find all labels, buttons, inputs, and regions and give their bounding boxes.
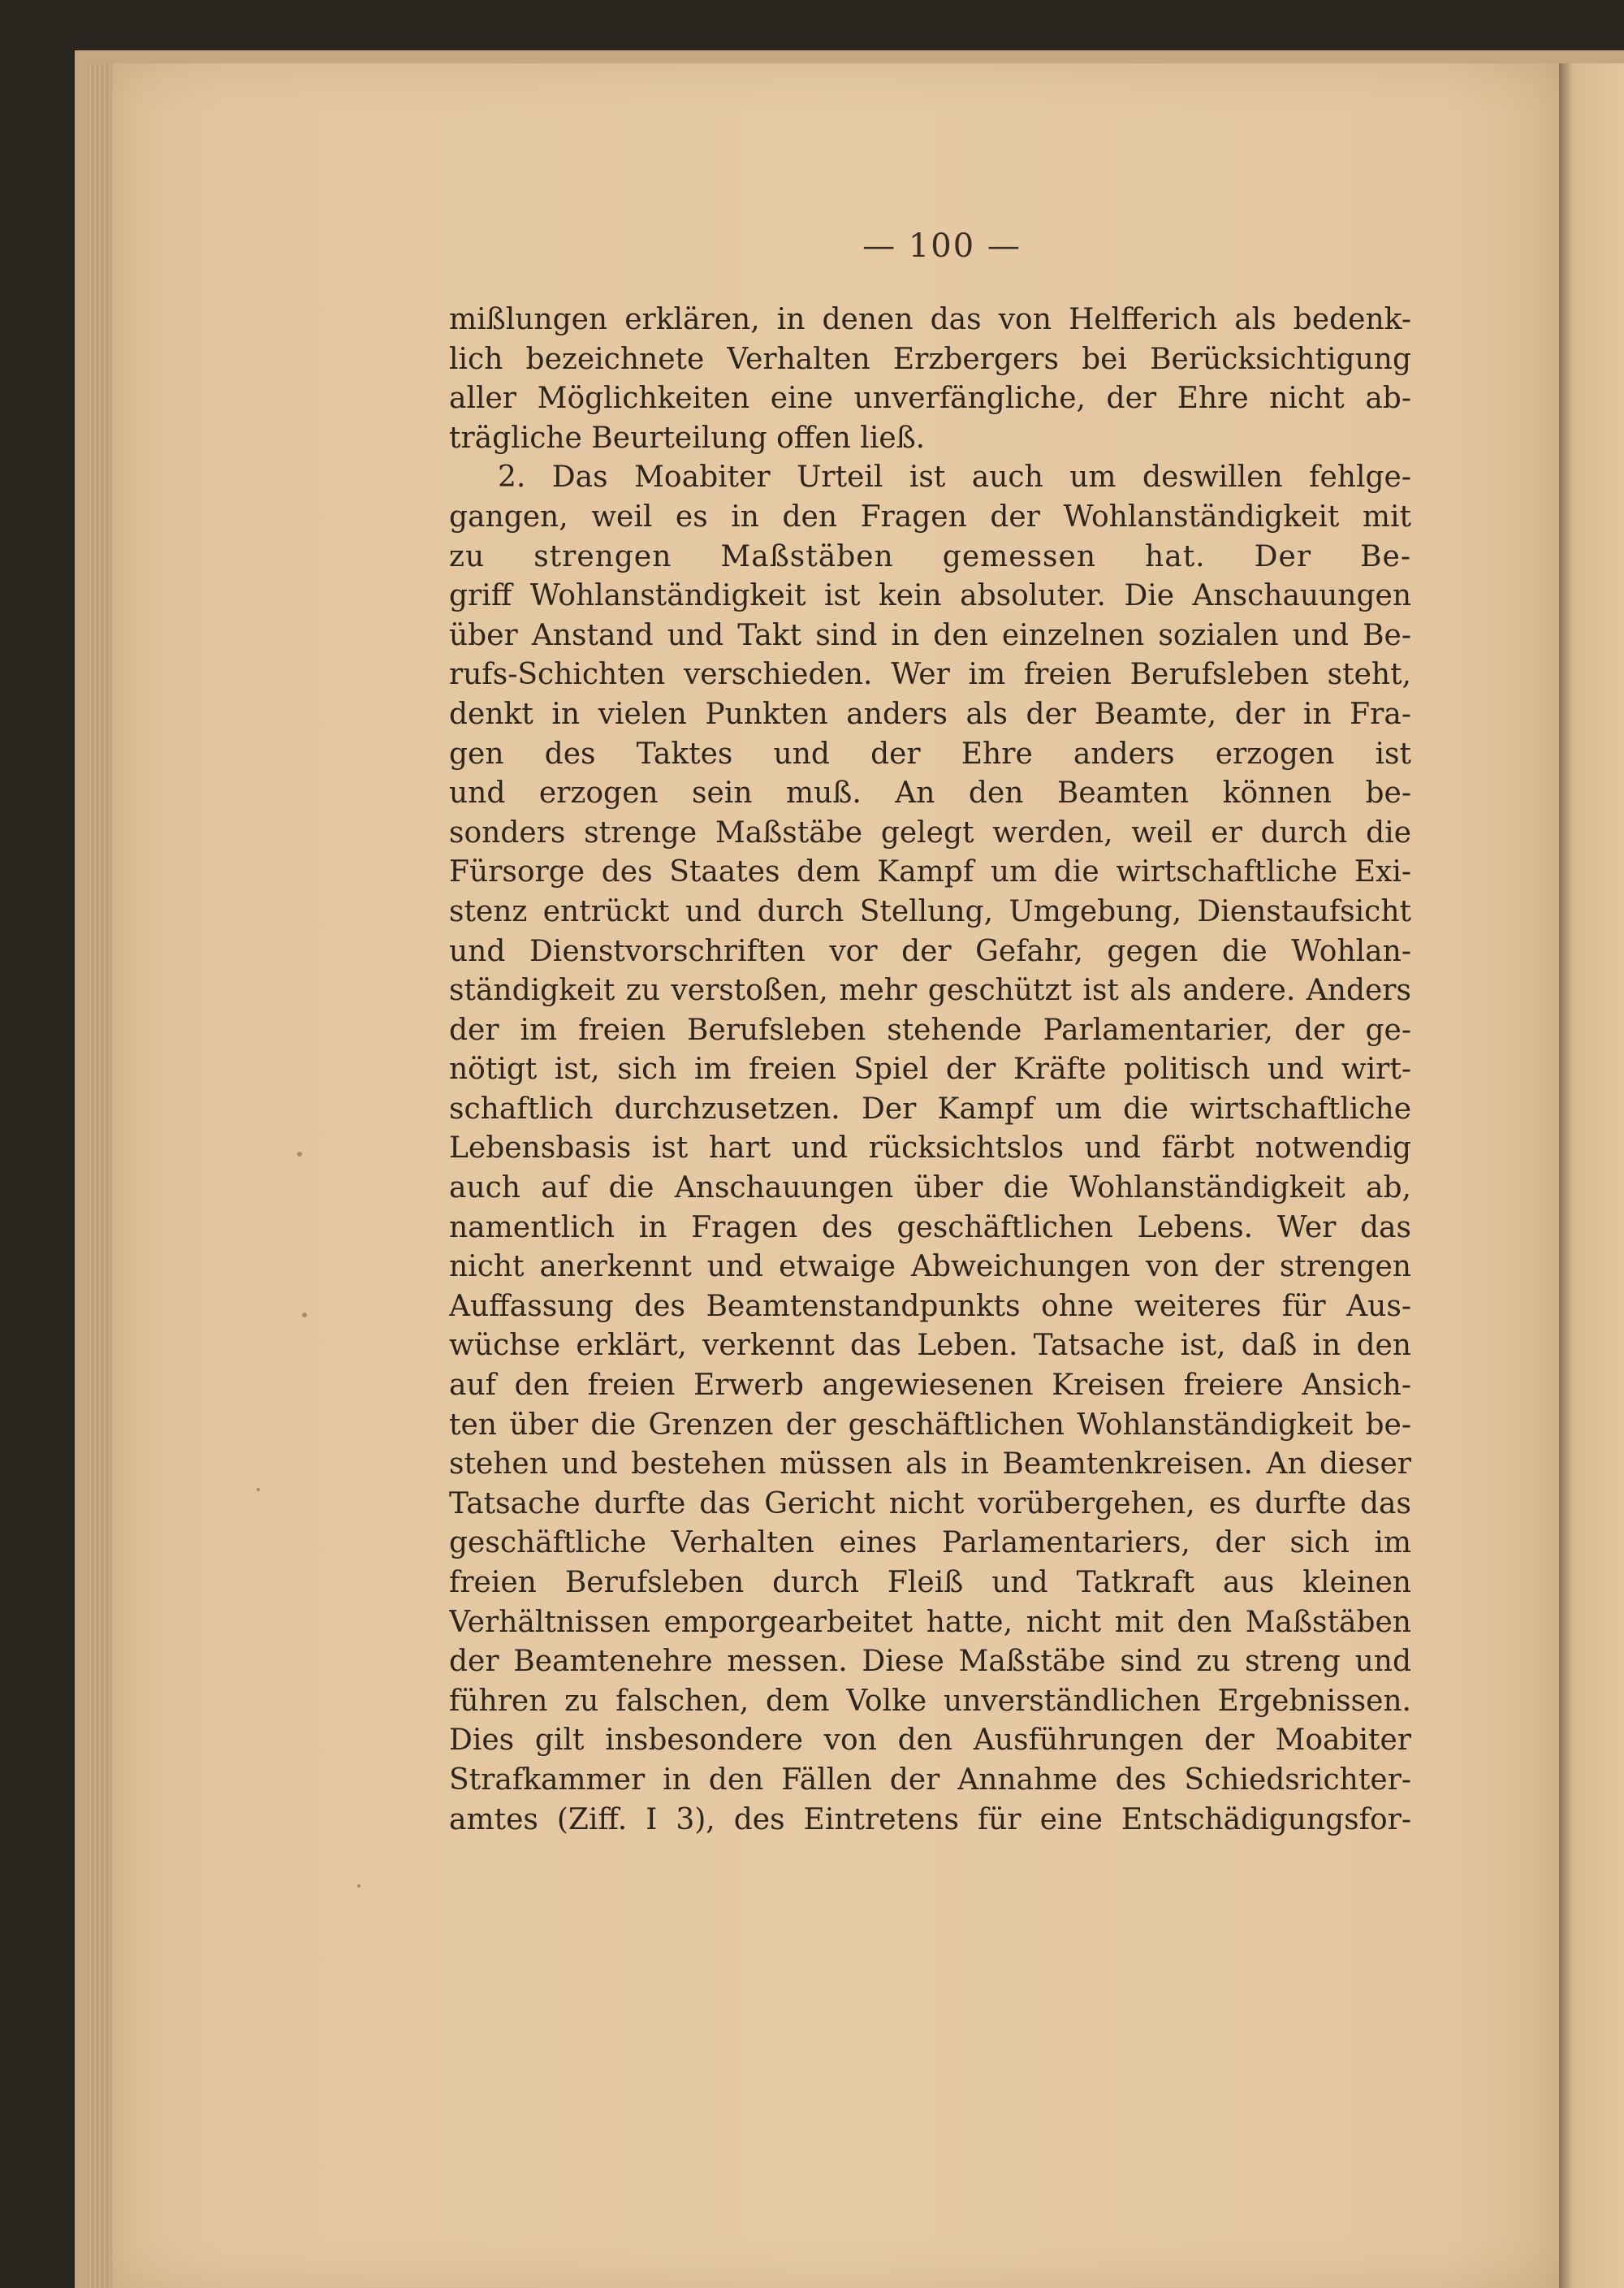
text-line: auch auf die Anschauungen über die Wohlanständigkeit ab, [449,1171,1411,1205]
text-line: Verhältnissen emporgearbeitet hatte, nicht mit den Maßstäben [449,1605,1411,1639]
text-line: stehen und bestehen müssen als in Beamtenkreisen. An dieser [449,1447,1411,1481]
facing-page-edge [1559,63,1624,2288]
paper-speck [302,1313,307,1317]
text-line: rufs-Schichten verschieden. Wer im freien Berufsleben steht, [449,658,1411,692]
text-line: amtes (Ziff. I 3), des Eintretens für eine Entschädigungsfor- [449,1802,1411,1836]
paper-speck [257,1488,260,1491]
text-line: stenz entrückt und durch Stellung, Umgebung, Dienstaufsicht [449,894,1411,928]
text-line: geschäftliche Verhalten eines Parlamentariers, der sich im [449,1526,1411,1560]
text-line: ständigkeit zu verstoßen, mehr geschützt ist als andere. Anders [449,974,1411,1008]
paper-speck [357,1884,361,1888]
text-line: sonders strenge Maßstäbe gelegt werden, weil er durch die [449,815,1411,850]
text-line: Tatsache durfte das Gericht nicht vorübergehen, es durfte das [449,1486,1411,1520]
text-line: denkt in vielen Punkten anders als der Beamte, der in Fra- [449,697,1411,731]
text-line: freien Berufsleben durch Fleiß und Tatkraft aus kleinen [449,1566,1411,1599]
text-line: gen des Taktes und der Ehre anders erzogen ist [449,737,1411,771]
text-line: trägliche Beurteilung offen ließ. [449,421,926,455]
text-line: Dies gilt insbesondere von den Ausführungen der Moabiter [449,1724,1411,1758]
paper-speck [297,1152,302,1157]
text-line: auf den freien Erwerb angewiesenen Kreisen freiere Ansich- [449,1369,1411,1403]
text-line: 2. Das Moabiter Urteil ist auch um deswillen fehlge- [498,461,1411,495]
text-line: Auffassung des Beamtenstandpunkts ohne weiteres für Aus- [449,1289,1411,1323]
text-line: schaftlich durchzusetzen. Der Kampf um die wirtschaftliche [449,1092,1411,1126]
text-line: über Anstand und Takt sind in den einzelnen sozialen und Be- [449,618,1411,652]
text-line: wüchse erklärt, verkennt das Leben. Tatsache ist, daß in den [449,1329,1411,1363]
text-line: Lebensbasis ist hart und rücksichtslos und färbt notwendig [449,1131,1411,1166]
text-line: Strafkammer in den Fällen der Annahme des Schiedsrichter- [449,1762,1411,1797]
page-number: — 100 — [862,227,1021,265]
text-line: nicht anerkennt und etwaige Abweichungen von der strengen [449,1250,1411,1284]
text-line: mißlungen erklären, in denen das von Helfferich als bedenk- [449,303,1411,336]
text-line: namentlich in Fragen des geschäftlichen Lebens. Wer das [449,1210,1411,1244]
text-line: führen zu falschen, dem Volke unverständlichen Ergebnissen. [449,1684,1411,1718]
text-line: der Beamtenehre messen. Diese Maßstäbe sind zu streng und [449,1645,1411,1679]
text-line: lich bezeichnete Verhalten Erzbergers bei Berücksichtigung [449,342,1411,376]
text-line: und Dienstvorschriften vor der Gefahr, gegen die Wohlan- [449,934,1411,968]
text-line: und erzogen sein muß. An den Beamten können be- [449,776,1411,811]
text-line: griff Wohlanständigkeit ist kein absoluter. Die Anschauungen [449,579,1411,613]
text-line: ten über die Grenzen der geschäftlichen Wohlanständigkeit be- [449,1408,1411,1442]
text-line: der im freien Berufsleben stehende Parlamentarier, der ge- [449,1013,1411,1047]
body-text [449,301,1411,1840]
text-line: gangen, weil es in den Fragen der Wohlanständigkeit mit [449,500,1411,534]
text-line: nötigt ist, sich im freien Spiel der Kräfte politisch und wirt- [449,1053,1411,1087]
text-line: aller Möglichkeiten eine unverfängliche, der Ehre nicht ab- [449,382,1411,416]
text-line: zu strengen Maßstäben gemessen hat. Der Be- [449,539,1411,573]
page-edges-left [88,63,112,2288]
text-line: Fürsorge des Staates dem Kampf um die wirtschaftliche Exi- [449,855,1411,889]
